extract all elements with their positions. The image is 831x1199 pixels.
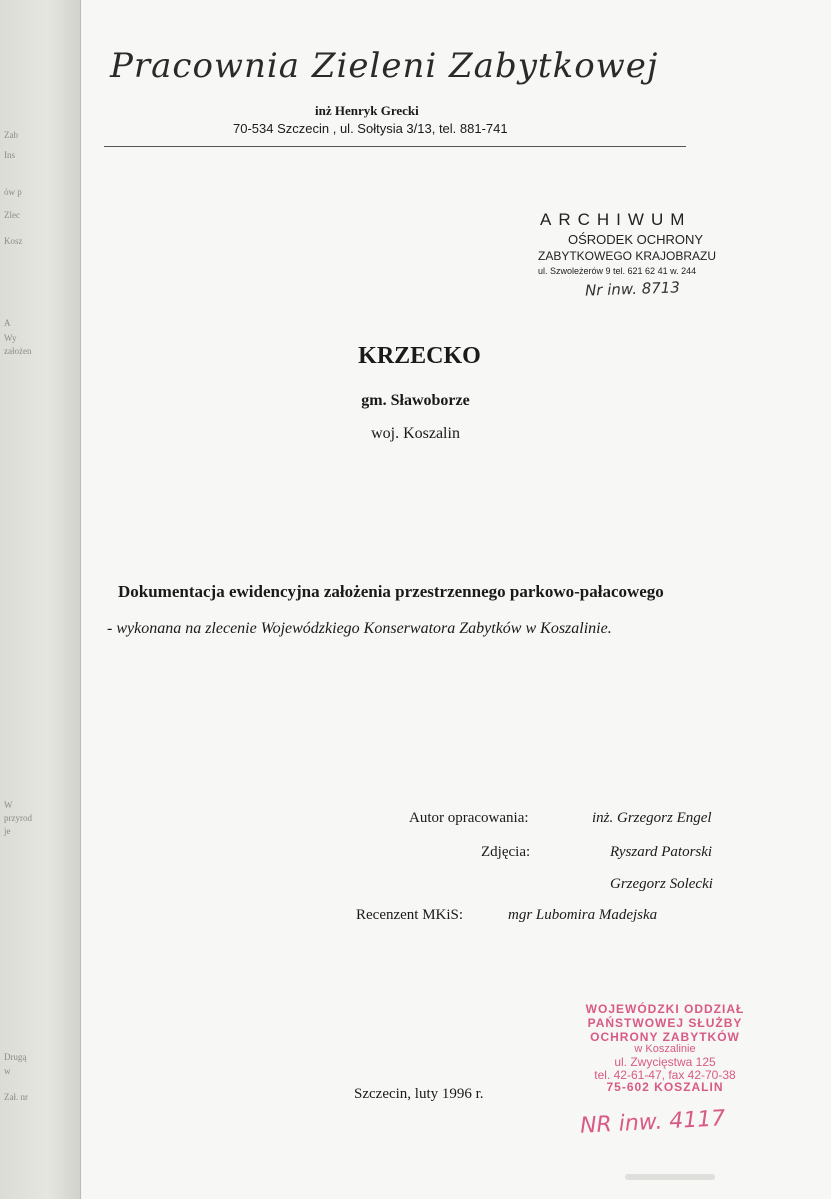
underlying-text-fragment: Wy xyxy=(4,333,17,343)
underlying-text-fragment: Zab xyxy=(4,130,18,140)
office-stamp-line: ul. Zwycięstwa 125 xyxy=(614,1055,716,1069)
underlying-text-fragment: W xyxy=(4,800,13,810)
document-commune: gm. Sławoborze xyxy=(361,392,470,409)
underlying-text-fragment: Zał. nr xyxy=(4,1092,28,1102)
underlying-text-fragment: założen xyxy=(4,346,32,356)
archive-stamp-line: ZABYTKOWEGO KRAJOBRAZU xyxy=(538,249,717,263)
document-title: KRZECKO xyxy=(358,343,481,369)
office-stamp-line: tel. 42-61-47, fax 42-70-38 xyxy=(594,1068,736,1082)
office-inventory-number: NR inw. 4117 xyxy=(579,1106,726,1139)
archive-inventory-number: Nr inw. 8713 xyxy=(584,278,681,300)
studio-name: Pracownia Zieleni Zabytkowej xyxy=(110,46,659,86)
underlying-text-fragment: przyrod xyxy=(4,813,32,823)
author-label: Autor opracowania: xyxy=(409,810,529,826)
photographer-name: Ryszard Patorski xyxy=(610,844,713,860)
office-stamp-line: w Koszalinie xyxy=(634,1043,696,1055)
photos-label: Zdjęcia: xyxy=(481,844,531,860)
underlying-text-fragment: Ins xyxy=(4,150,15,160)
office-stamp-line: 75-602 KOSZALIN xyxy=(606,1080,724,1094)
reviewer-name: mgr Lubomira Madejska xyxy=(508,907,658,923)
underlying-text-fragment: ów p xyxy=(4,187,22,197)
reviewer-label: Recenzent MKiS: xyxy=(356,907,464,923)
office-stamp-line: PAŃSTWOWEJ SŁUŻBY xyxy=(587,1016,743,1030)
document-commission: - wykonana na zlecenie Wojewódzkiego Konserwatora Zabytków w Koszalinie. xyxy=(107,620,612,637)
author-name: inż. Grzegorz Engel xyxy=(592,810,712,826)
studio-owner: inż Henryk Grecki xyxy=(315,103,419,118)
archive-stamp-title: ARCHIWUM xyxy=(540,210,692,229)
studio-address: 70-534 Szczecin , ul. Sołtysia 3/13, tel. 881-741 xyxy=(233,121,508,136)
underlying-text-fragment: Drugą xyxy=(4,1052,27,1062)
underlying-text-fragment: Kosz xyxy=(4,236,23,246)
office-stamp-line: WOJEWÓDZKI ODDZIAŁ xyxy=(585,1002,745,1016)
underlying-text-fragment: je xyxy=(4,826,11,836)
underlying-page-edge xyxy=(0,0,81,1199)
document-place-date: Szczecin, luty 1996 r. xyxy=(354,1086,484,1102)
header-divider xyxy=(104,146,686,147)
document-voivodeship: woj. Koszalin xyxy=(371,425,460,442)
underlying-text-fragment: Zlec xyxy=(4,210,20,220)
photographer-name: Grzegorz Solecki xyxy=(610,876,713,892)
office-stamp-line: OCHRONY ZABYTKÓW xyxy=(590,1030,740,1044)
archive-stamp-line: OŚRODEK OCHRONY xyxy=(568,232,704,247)
archive-stamp-address: ul. Szwoleżerów 9 tel. 621 62 41 w. 244 xyxy=(538,266,697,276)
document-subject: Dokumentacja ewidencyjna założenia przestrzennego parkowo-pałacowego xyxy=(118,582,664,601)
underlying-text-fragment: A xyxy=(4,318,11,328)
scan-artifact xyxy=(625,1174,715,1180)
underlying-text-fragment: w xyxy=(4,1066,11,1076)
